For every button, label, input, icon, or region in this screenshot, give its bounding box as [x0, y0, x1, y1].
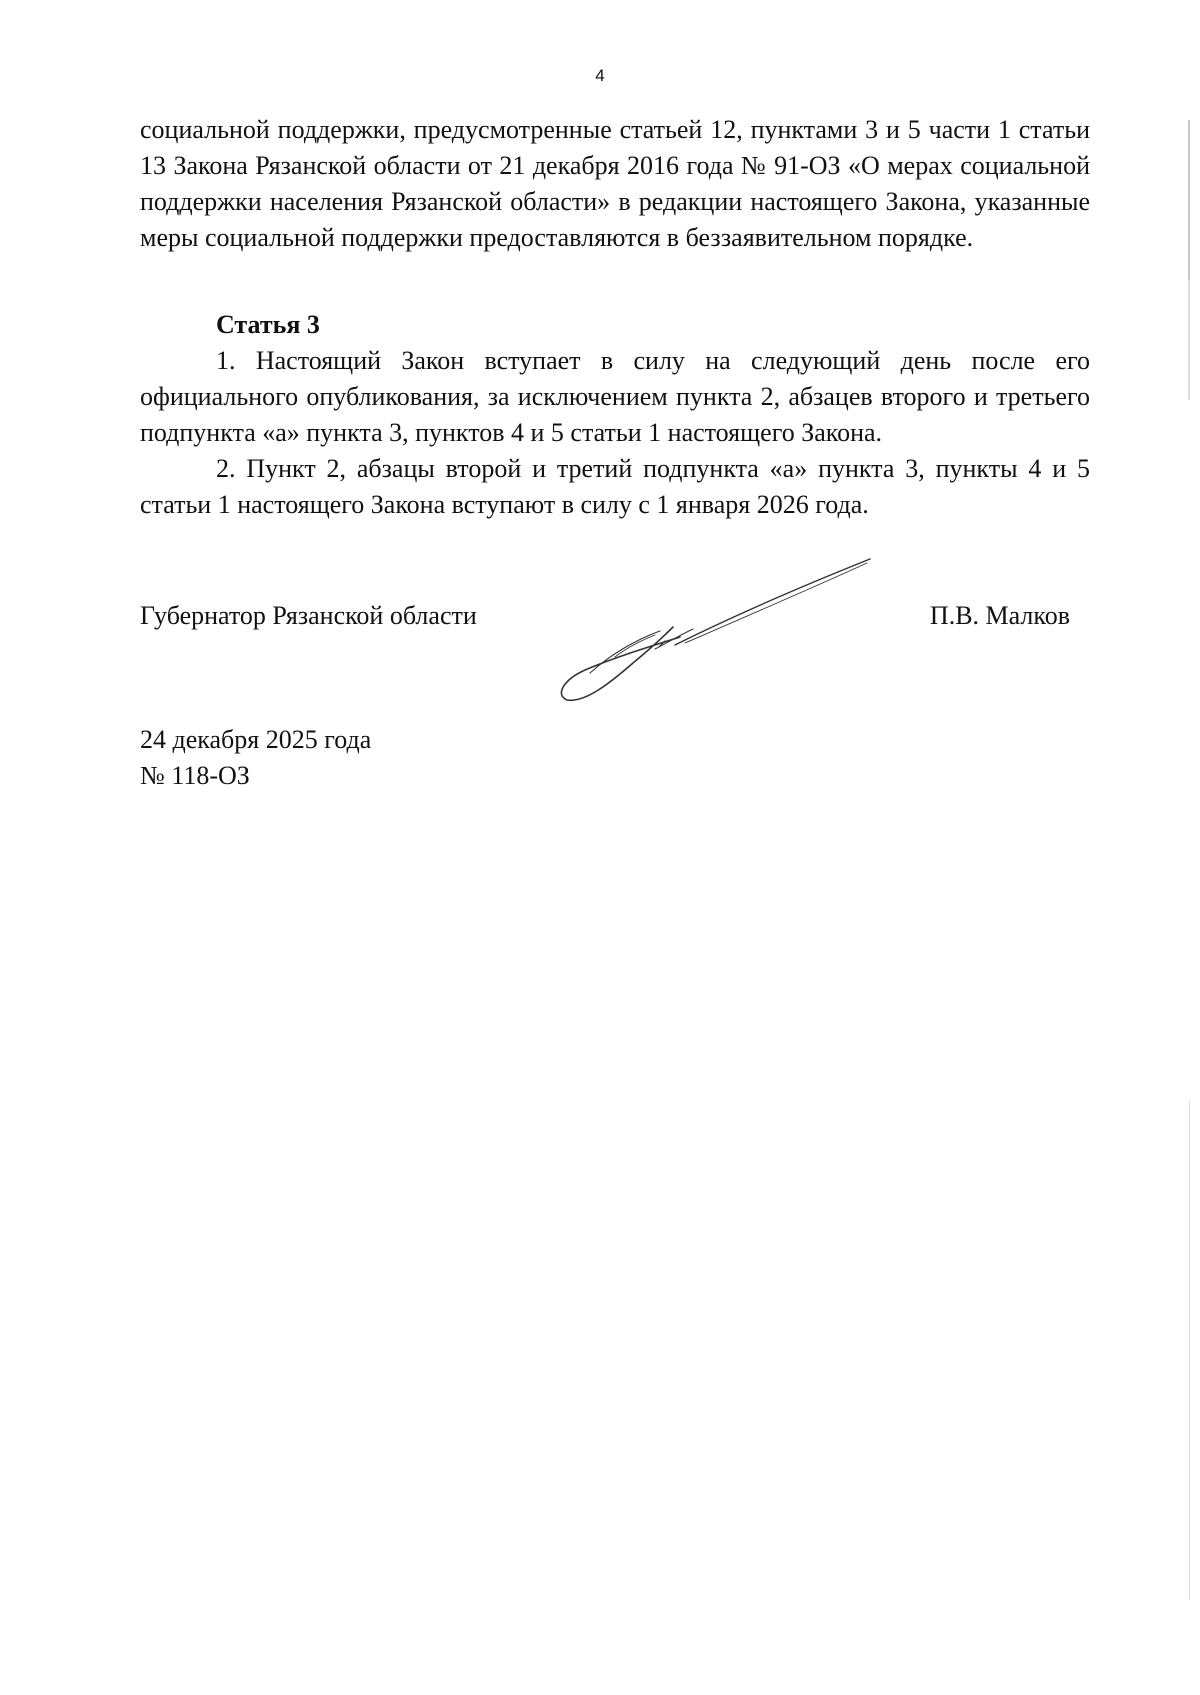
- handwritten-signature: [555, 545, 875, 715]
- article-paragraph-2: 2. Пункт 2, абзацы второй и третий подпункта «а» пункта 3, пункты 4 и 5 статьи 1 настоящего Закона вступают в силу с 1 января 2026 года.: [140, 454, 1090, 519]
- intro-paragraph: социальной поддержки, предусмотренные статьей 12, пунктами 3 и 5 части 1 статьи 13 Закона Рязанской области от 21 декабря 2016 года № 91-ОЗ «О мерах социальной поддержки населения Рязанской области» в редакции настоящего Закона, указанные меры социальной поддержки предоставляются в беззаявительном порядке.: [140, 115, 1090, 252]
- document-number: № 118-ОЗ: [140, 761, 250, 790]
- signatory-name: П.В. Малков: [929, 601, 1070, 630]
- document-date: 24 декабря 2025 года: [140, 725, 372, 754]
- page-number: 4: [595, 66, 605, 85]
- signatory-position: Губернатор Рязанской области: [140, 601, 477, 630]
- article-title: Статья 3: [216, 310, 320, 339]
- article-paragraph-1: 1. Настоящий Закон вступает в силу на следующий день после его официального опубликования, за исключением пункта 2, абзацев второго и третьего подпункта «а» пункта 3, пунктов 4 и 5 статьи 1 настоящего Закона.: [140, 346, 1090, 447]
- footer-block: [140, 722, 371, 794]
- article-3-section: [140, 307, 1090, 523]
- scan-edge-mark: [1188, 280, 1190, 400]
- intro-section: [140, 112, 1090, 256]
- scan-edge-mark: [1188, 120, 1190, 280]
- scan-edge-mark: [1189, 1100, 1190, 1600]
